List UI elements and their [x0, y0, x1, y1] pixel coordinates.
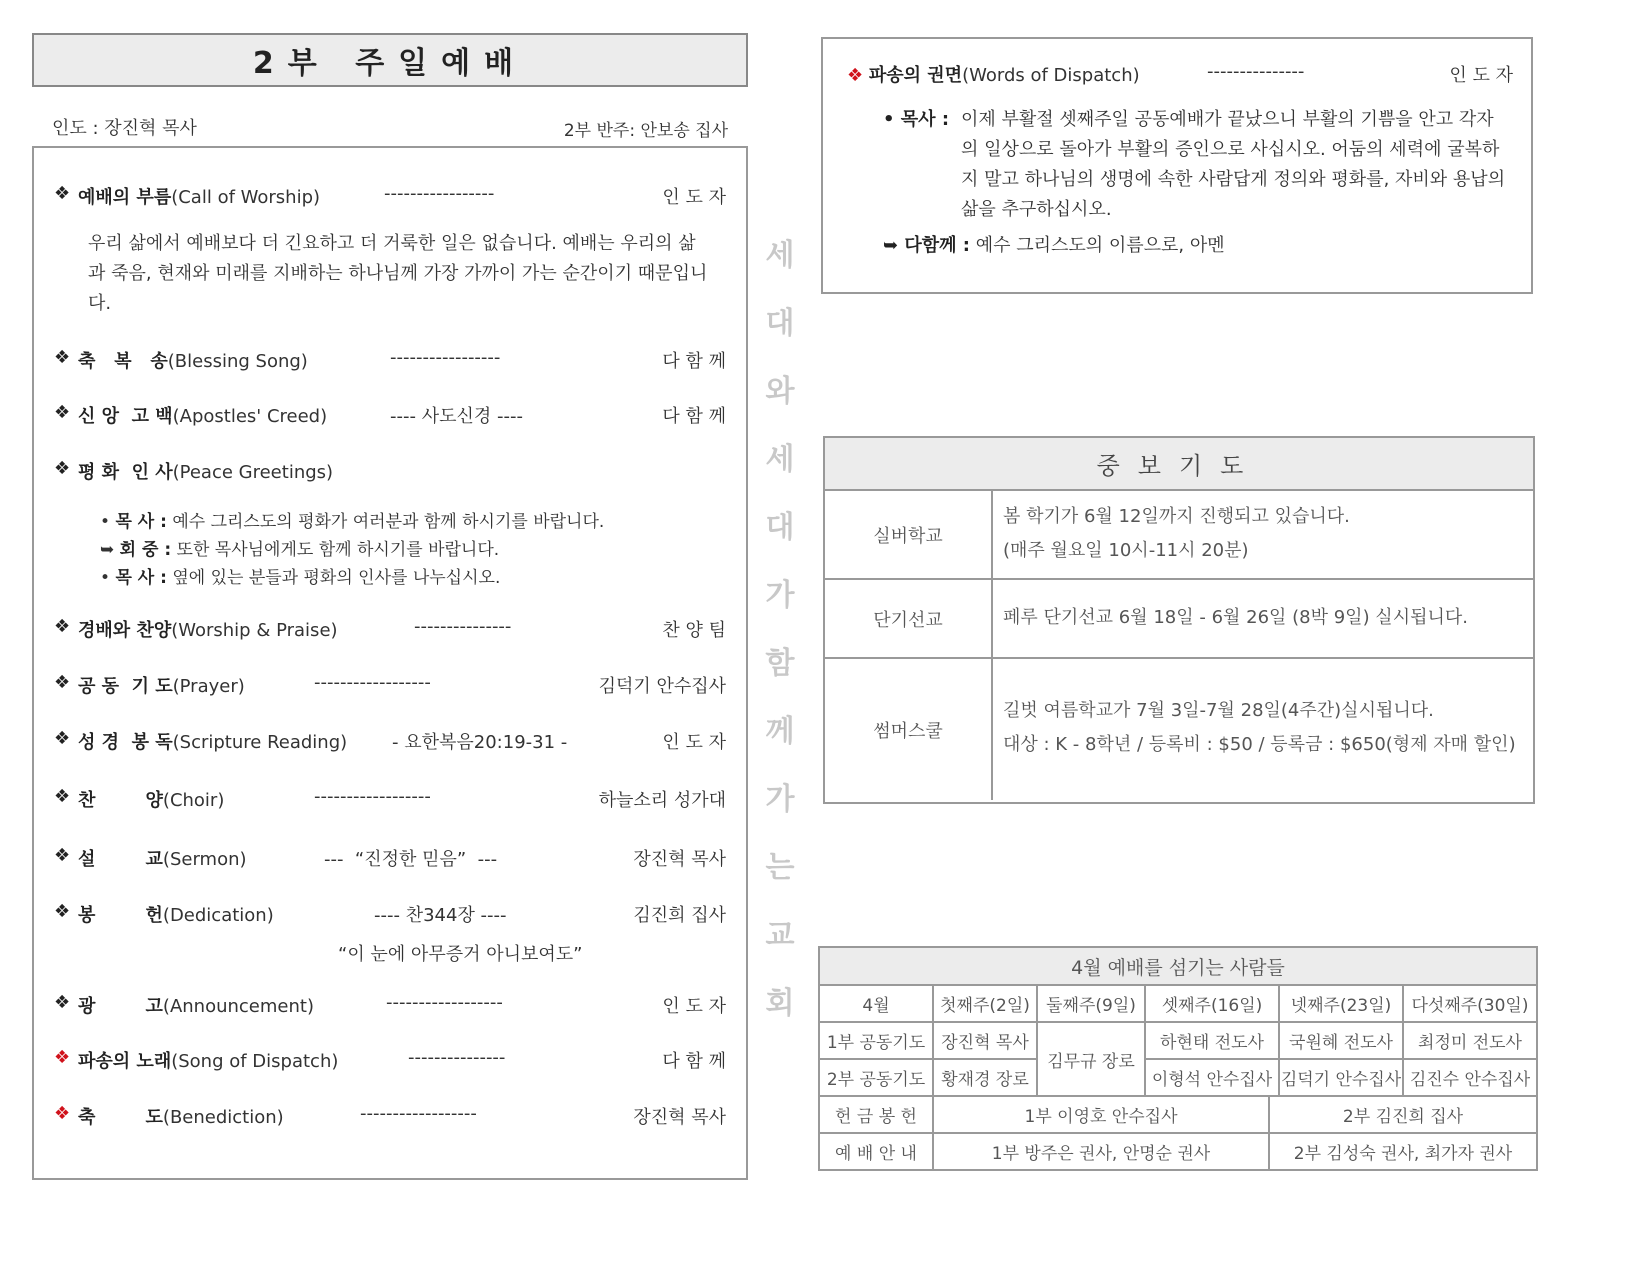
peace-lines [100, 508, 604, 592]
table-cell: 최정미 전도사 [1403, 1022, 1537, 1059]
table-cell: 1부 공동기도 [819, 1022, 933, 1059]
item-leader: 장진혁 목사 [633, 849, 726, 870]
item-leader: 인 도 자 [662, 732, 726, 753]
dispatch-heading [847, 61, 1513, 87]
item-benediction [54, 1103, 726, 1131]
prayer-row [825, 491, 1533, 580]
pastor-text: 이제 부활절 셋째주일 공동예배가 끝났으니 부활의 기쁨을 안고 각자의 일상으로 돌아가 부활의 증인으로 사십시오. 어둠의 세력에 굴복하지 말고 하나님의 생명에 속한 사람답게 정의와 평화를, 자비와 용납의 삶을 추구하십시오. [961, 109, 1506, 220]
item-dashes: - 요한복음20:19-31 - [392, 732, 568, 753]
table-row [819, 1133, 1537, 1170]
item-scripture-reading [54, 728, 726, 756]
servers-title: 4월 예배를 섬기는 사람들 [819, 947, 1537, 985]
diamond-icon: ❖ [54, 901, 71, 922]
item-leader: 김덕기 안수집사 [598, 676, 726, 697]
prayer-table-title: 중보기도 [825, 438, 1533, 491]
table-cell: 하현태 전도사 [1145, 1022, 1279, 1059]
item-dashes: ------------------ [360, 1103, 477, 1124]
table-cell: 다섯째주(30일) [1403, 985, 1537, 1022]
dispatch-response: ➥ 다함께 : 예수 그리스도의 이름으로, 아멘 [883, 235, 1225, 256]
dispatch-dashes: --------------- [1207, 61, 1305, 82]
slogan-char: 함 [765, 646, 795, 681]
peace-line: • 목 사 : 옆에 있는 분들과 평화의 인사를 나누십시오. [100, 568, 501, 588]
item-name: 축 복 송(Blessing Song) [78, 351, 308, 372]
service-title: 2부 주일예배 [32, 33, 748, 87]
prayer-content: 봄 학기가 6월 12일까지 진행되고 있습니다. (매주 월요일 10시-11시 20분) [1003, 506, 1350, 561]
item-name: 예배의 부름(Call of Worship) [78, 187, 321, 208]
item-name: 공 동 기 도(Prayer) [78, 676, 245, 697]
slogan-char: 회 [765, 986, 795, 1021]
item-leader: 인 도 자 [662, 996, 726, 1017]
item-name: 광 고(Announcement) [78, 996, 314, 1017]
table-row [819, 1096, 1537, 1133]
item-song-of-dispatch [54, 1047, 726, 1075]
item-name: 찬 양(Choir) [78, 790, 225, 811]
item-dashes: ----------------- [390, 347, 501, 368]
table-cell: 둘째주(9일) [1037, 985, 1145, 1022]
peace-line: • 목 사 : 예수 그리스도의 평화가 여러분과 함께 하시기를 바랍니다. [100, 512, 605, 532]
table-cell: 2부 김진희 집사 [1269, 1096, 1537, 1133]
slogan-char: 대 [765, 510, 795, 545]
table-cell: 예 배 안 내 [819, 1133, 933, 1170]
item-dashes: ----------------- [384, 183, 495, 204]
table-cell: 2부 공동기도 [819, 1059, 933, 1096]
table-cell: 김덕기 안수집사 [1279, 1059, 1403, 1096]
item-dashes: ------------------ [386, 992, 503, 1013]
diamond-icon: ❖ [847, 65, 864, 86]
diamond-icon: ❖ [54, 672, 71, 693]
diamond-icon: ❖ [54, 402, 71, 423]
prayer-category: 실버학교 [825, 491, 993, 578]
diamond-icon: ❖ [54, 347, 71, 368]
diamond-icon: ❖ [54, 183, 71, 204]
slogan-char: 께 [765, 714, 795, 749]
table-cell: 이형석 안수집사 [1145, 1059, 1279, 1096]
accompanist-line: 2부 반주: 안보송 집사 [563, 121, 728, 141]
prayer-content: 페루 단기선교 6월 18일 - 6월 26일 (8박 9일) 실시됩니다. [1003, 607, 1468, 628]
table-row [819, 985, 1537, 1022]
item-name: 성 경 봉 독(Scripture Reading) [78, 732, 348, 753]
item-dedication [54, 901, 726, 929]
dispatch-name: 파송의 권면 [868, 65, 963, 86]
item-leader: 다 함 께 [662, 406, 726, 427]
table-cell: 4월 [819, 985, 933, 1022]
table-cell: 1부 방주은 권사, 안명순 권사 [933, 1133, 1269, 1170]
slogan-char: 교 [765, 918, 795, 953]
item-peace-greetings [54, 458, 726, 486]
dispatch-leader: 인 도 자 [1449, 65, 1513, 86]
table-cell: 헌 금 봉 헌 [819, 1096, 933, 1133]
item-leader: 인 도 자 [662, 187, 726, 208]
diamond-icon: ❖ [54, 1047, 71, 1068]
diamond-icon: ❖ [54, 1103, 71, 1124]
item-leader: 김진희 집사 [633, 905, 726, 926]
item-dashes: ------------------ [314, 672, 431, 693]
slogan-char: 는 [765, 850, 795, 885]
diamond-icon: ❖ [54, 728, 71, 749]
item-prayer [54, 672, 726, 700]
table-cell: 장진혁 목사 [933, 1022, 1037, 1059]
item-worship-praise [54, 616, 726, 644]
item-name: 설 교(Sermon) [78, 849, 247, 870]
slogan-char: 세 [765, 442, 795, 477]
slogan-char: 가 [765, 782, 795, 817]
intercessory-prayer-table [823, 436, 1535, 804]
peace-line: ➥ 회 중 : 또한 목사님에게도 함께 하시기를 바랍니다. [100, 540, 500, 560]
item-name: 경배와 찬양(Worship & Praise) [78, 620, 338, 641]
table-cell: 1부 이영호 안수집사 [933, 1096, 1269, 1133]
table-cell: 황재경 장로 [933, 1059, 1037, 1096]
slogan-char: 와 [765, 374, 795, 409]
vertical-slogan [760, 230, 800, 1046]
table-cell: 넷째주(23일) [1279, 985, 1403, 1022]
item-leader: 하늘소리 성가대 [598, 790, 726, 811]
item-name: 축 도(Benediction) [78, 1107, 284, 1128]
slogan-char: 대 [765, 306, 795, 341]
item-name: 평 화 인 사(Peace Greetings) [78, 462, 334, 483]
prayer-category: 단기선교 [825, 580, 993, 657]
item-leader: 장진혁 목사 [633, 1107, 726, 1128]
diamond-icon: ❖ [54, 786, 71, 807]
item-choir [54, 786, 726, 814]
hymn-title: “이 눈에 아무증거 아니보여도” [338, 944, 583, 965]
diamond-icon: ❖ [54, 616, 71, 637]
item-blessing-song [54, 347, 726, 375]
table-cell: 국원혜 전도사 [1279, 1022, 1403, 1059]
servers-table [818, 946, 1538, 1171]
table-row [819, 1059, 1537, 1096]
item-dashes: ------------------ [314, 786, 431, 807]
diamond-icon: ❖ [54, 845, 71, 866]
item-name: 봉 헌(Dedication) [78, 905, 274, 926]
table-cell: 2부 김성숙 권사, 최가자 권사 [1269, 1133, 1537, 1170]
table-cell: 셋째주(16일) [1145, 985, 1279, 1022]
table-cell: 김무규 장로 [1037, 1022, 1145, 1096]
call-text: 우리 삶에서 예배보다 더 긴요하고 더 거룩한 일은 없습니다. 예배는 우리의 삶과 죽음, 현재와 미래를 지배하는 하나님께 가장 가까이 가는 순간이기 때문입니다. [88, 233, 708, 314]
prayer-content: 길벗 여름학교가 7월 3일-7월 28일(4주간)실시됩니다. 대상 : K - 8학년 / 등록비 : $50 / 등록금 : $650(형제 자매 할인) [1003, 700, 1516, 755]
item-hymn: ---- 찬344장 ---- [374, 905, 507, 926]
prayer-row [825, 659, 1533, 800]
diamond-icon: ❖ [54, 458, 71, 479]
words-of-dispatch-box [821, 37, 1533, 294]
item-name: 신 앙 고 백(Apostles' Creed) [78, 406, 328, 427]
slogan-char: 세 [765, 238, 795, 273]
dispatch-pastor-text [883, 105, 1507, 225]
item-leader: 찬 양 팀 [662, 620, 726, 641]
item-dashes: --------------- [414, 616, 512, 637]
item-dashes: --------------- [408, 1047, 506, 1068]
slogan-char: 가 [765, 578, 795, 613]
prayer-category: 썸머스쿨 [825, 659, 993, 800]
item-leader: 다 함 께 [662, 1051, 726, 1072]
item-name: 파송의 노래(Song of Dispatch) [78, 1051, 339, 1072]
item-sermon [54, 845, 726, 873]
table-cell: 첫째주(2일) [933, 985, 1037, 1022]
dispatch-ename: (Words of Dispatch) [962, 65, 1140, 86]
table-cell: 김진수 안수집사 [1403, 1059, 1537, 1096]
pastor-label: • 목사 : [883, 109, 950, 130]
leader-line: 인도 : 장진혁 목사 [52, 118, 197, 139]
table-row [819, 1022, 1537, 1059]
diamond-icon: ❖ [54, 992, 71, 1013]
item-leader: 다 함 께 [662, 351, 726, 372]
prayer-row [825, 580, 1533, 659]
item-announcement [54, 992, 726, 1020]
item-sermon-title: --- “진정한 믿음” --- [324, 849, 498, 870]
item-apostles-creed [54, 402, 726, 430]
item-dashes: ---- 사도신경 ---- [390, 406, 523, 427]
item-call-of-worship [54, 183, 726, 211]
